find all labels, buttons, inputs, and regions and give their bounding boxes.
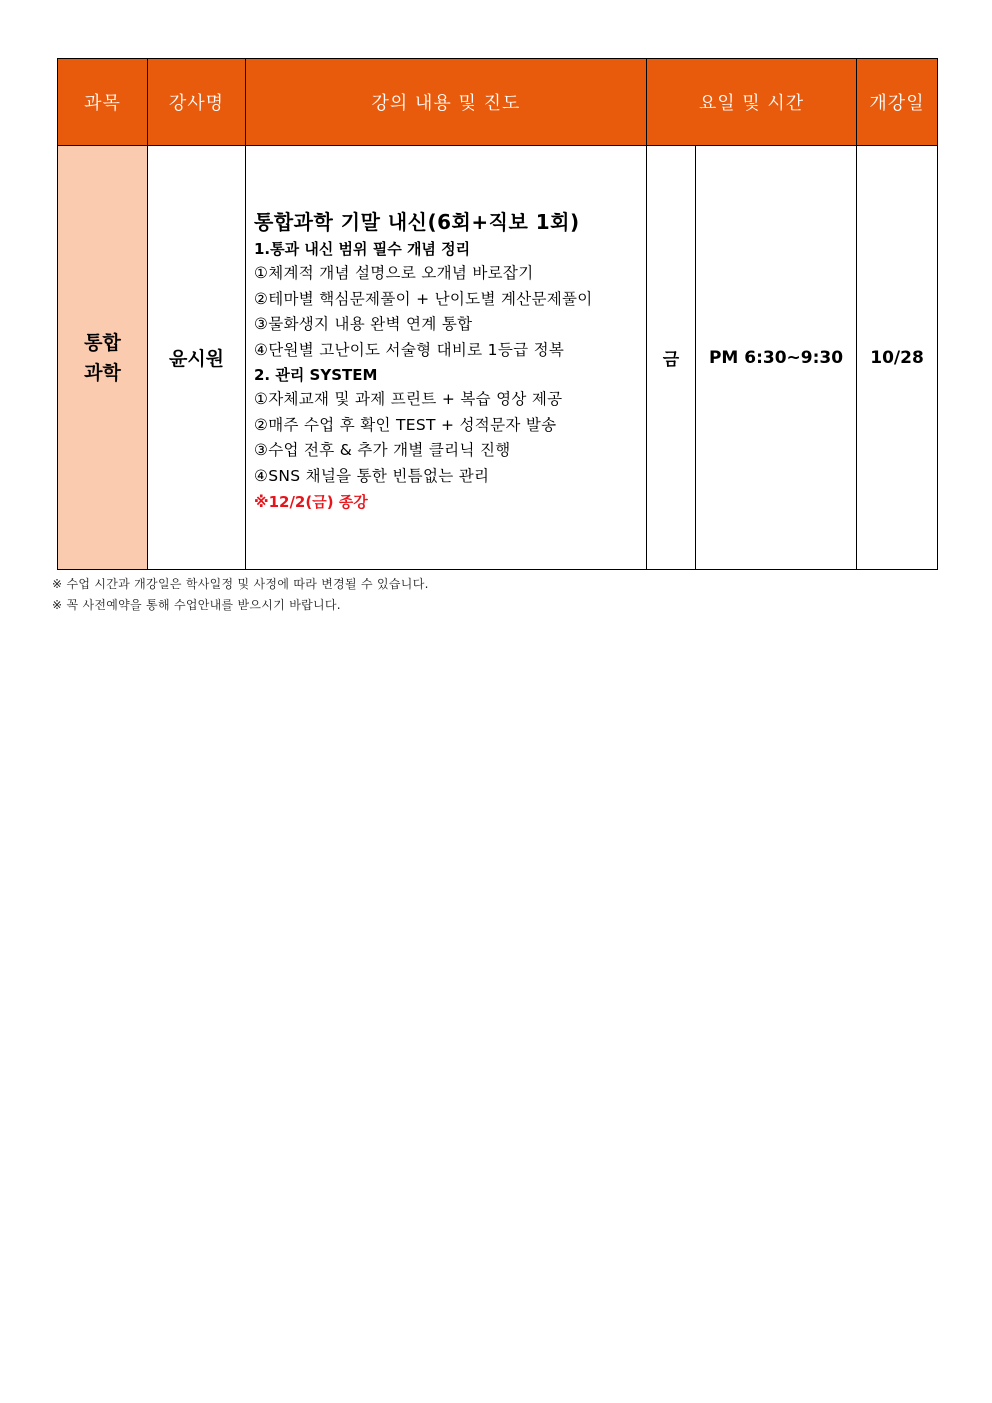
- table-header-row: [58, 59, 938, 146]
- content-cell: [246, 146, 647, 570]
- day-cell: 금: [647, 146, 696, 570]
- section-1-item: ②테마별 핵심문제풀이 + 난이도별 계산문제풀이: [254, 289, 593, 308]
- section-2-item: ③수업 전후 & 추가 개별 클리닉 진행: [254, 441, 511, 459]
- time-cell: PM 6:30~9:30: [696, 146, 857, 570]
- section-2-heading: 2. 관리 SYSTEM: [254, 366, 378, 384]
- subject-line-1: 통합: [84, 331, 121, 354]
- header-content: 강의 내용 및 진도: [246, 59, 647, 146]
- section-1-item: ①체계적 개념 설명으로 오개념 바로잡기: [254, 264, 534, 282]
- footnote: ※ 꼭 사전예약을 통해 수업안내를 받으시기 바랍니다.: [52, 598, 341, 612]
- section-2-item: ④SNS 채널을 통한 빈틈없는 관리: [254, 466, 490, 485]
- end-date-notice: ※12/2(금) 종강: [254, 493, 368, 511]
- header-teacher: 강사명: [148, 59, 246, 146]
- course-title: 통합과학 기말 내신(6회+직보 1회): [254, 210, 580, 234]
- footnote: ※ 수업 시간과 개강일은 학사일정 및 사정에 따라 변경될 수 있습니다.: [52, 577, 429, 591]
- section-1-item: ③물화생지 내용 완벽 연계 통합: [254, 315, 473, 333]
- section-1-heading: 1.통과 내신 범위 필수 개념 정리: [254, 240, 471, 258]
- teacher-cell: 윤시원: [148, 146, 246, 570]
- section-2-item: ②매주 수업 후 확인 TEST + 성적문자 발송: [254, 415, 557, 434]
- subject-cell: [58, 146, 148, 570]
- subject-line-2: 과학: [84, 361, 121, 384]
- header-start-date: 개강일: [857, 59, 938, 146]
- section-1-item: ④단원별 고난이도 서술형 대비로 1등급 정복: [254, 340, 565, 359]
- start-date-cell: 10/28: [857, 146, 938, 570]
- table-row: [58, 146, 938, 570]
- class-schedule-table: [57, 58, 938, 570]
- footnotes: [52, 574, 429, 616]
- section-2-item: ①자체교재 및 과제 프린트 + 복습 영상 제공: [254, 390, 563, 408]
- header-subject: 과목: [58, 59, 148, 146]
- header-day-time: 요일 및 시간: [647, 59, 857, 146]
